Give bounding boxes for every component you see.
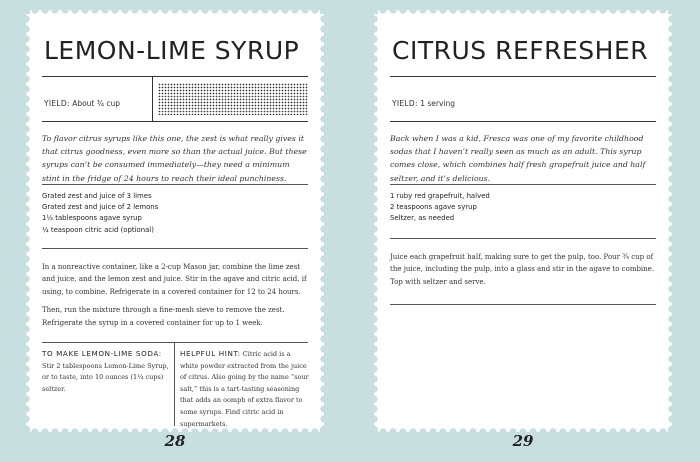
yield	[392, 99, 455, 108]
recipe-intro: Back when I was a kid, Fresca was one of my favorite childhood sodas that I haven’t really seen as much as an adult. This syrup comes close, which combines half fresh grapefruit juice and half seltzer, and it’s delicious.	[390, 134, 646, 183]
ingredient-item: Grated zest and juice of 2 lemons	[42, 203, 159, 212]
method-step: Juice each grapefruit half, making sure to get the pulp, too. Pour ¾ cup of the juice, including the pulp, into a glass and stir in the agave to combine. Top with seltzer and serve.	[390, 253, 655, 286]
recipe-intro: To flavor citrus syrups like this one, the zest is what really gives it that citrus goodness, even more so than the actual juice. But these syrups can’t be consumed immediately—they need a minimum stint in the fridge of 24 hours to reach their ideal punchiness.	[42, 134, 307, 183]
note-divider	[174, 342, 175, 426]
method-step: Then, run the mixture through a fine-mesh sieve to remove the zest. Refrigerate the syrup in a covered container for up to 1 week.	[42, 306, 285, 327]
ingredient-item: Grated zest and juice of 3 limes	[42, 192, 152, 200]
ingredient-list	[390, 191, 656, 225]
page-number-left: 28	[164, 432, 186, 450]
divider	[42, 248, 308, 249]
soda-note-heading: TO MAKE LEMON-LIME SODA:	[42, 349, 162, 358]
ingredient-list	[42, 191, 308, 236]
method	[42, 261, 308, 335]
soda-note	[42, 348, 170, 395]
helpful-hint-heading: HELPFUL HINT:	[180, 349, 241, 358]
ingredient-item: 1 ruby red grapefruit, halved	[390, 192, 490, 200]
yield-value: About ¾ cup	[72, 99, 121, 108]
yield-box	[390, 76, 656, 122]
ingredient-item: 2 teaspoons agave syrup	[390, 203, 477, 212]
yield-label: YIELD:	[392, 99, 418, 108]
page-number-right: 29	[512, 432, 534, 450]
yield	[44, 99, 120, 108]
yield-divider	[152, 77, 153, 121]
divider	[42, 342, 308, 343]
helpful-hint-body: Citric acid is a white powder extracted from the juice of citrus. Also going by the name “sour salt,” this is a tart-tasting seasoning that adds an oomph of extra flavor to some syrups. Find citric acid in supermarkets.	[180, 350, 309, 428]
method-step: In a nonreactive container, like a 2-cup Mason jar, combine the lime zest and juice, and the lemon zest and juice. Stir in the agave and citric acid, if using, to combine. Refrigerate in a covered container for 12 to 24 hours.	[42, 263, 307, 296]
recipe-card-left	[30, 14, 320, 428]
dot-pattern	[158, 83, 308, 115]
method	[390, 251, 656, 294]
yield-label: YIELD:	[44, 99, 70, 108]
divider	[42, 184, 308, 185]
recipe-title: LEMON-LIME SYRUP	[44, 36, 300, 65]
ingredient-item: Seltzer, as needed	[390, 214, 455, 223]
soda-note-body: Stir 2 tablespoons Lemon-Lime Syrup, or to taste, into 10 ounces (1¼ cups) seltzer.	[42, 361, 169, 393]
recipe-title: CITRUS REFRESHER	[392, 36, 649, 65]
helpful-hint	[180, 348, 310, 430]
ingredient-item: 1½ tablespoons agave syrup	[42, 214, 142, 223]
yield-box	[42, 76, 308, 122]
recipe-card-right	[378, 14, 668, 428]
ingredient-item: ¼ teaspoon citric acid (optional)	[42, 225, 154, 234]
divider	[390, 304, 656, 305]
divider	[390, 184, 656, 185]
yield-value: 1 serving	[420, 99, 456, 108]
divider	[390, 238, 656, 239]
